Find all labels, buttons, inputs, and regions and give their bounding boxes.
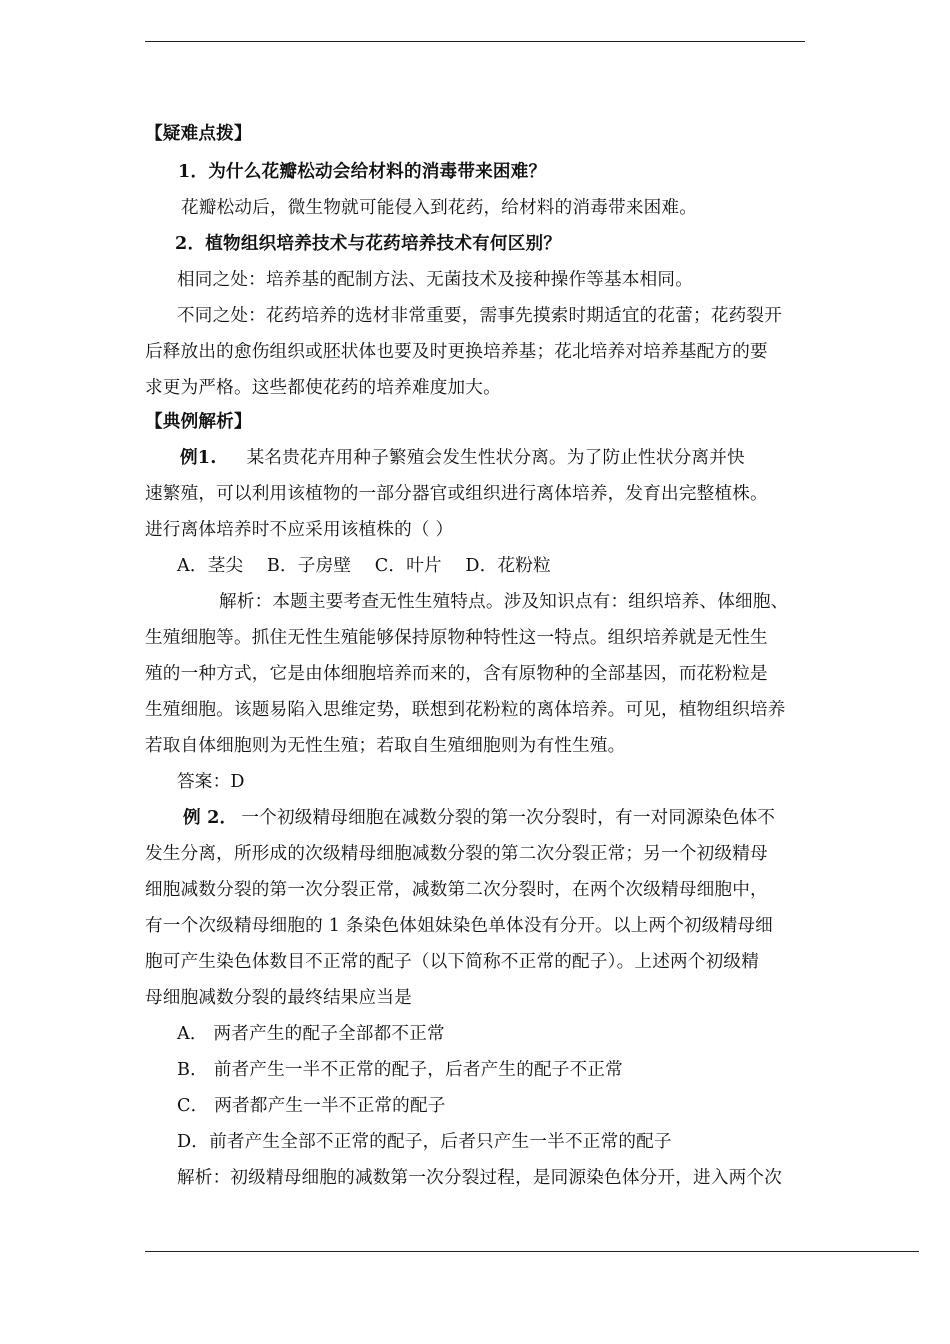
question-1-answer: 花瓣松动后，微生物就可能侵入到花药，给材料的消毒带来困难。: [181, 198, 698, 218]
example-heading: 【典例解析】: [145, 411, 252, 432]
example-2-stem-line-2: 发生分离，所形成的次级精母细胞减数分裂的第二次分裂正常；另一个初级精母: [145, 844, 768, 864]
example-2-option-b: B． 前者产生一半不正常的配子，后者产生的配子不正常: [177, 1060, 623, 1080]
example-1-options: A．茎尖 B．子房壁 C．叶片 D．花粉粒: [177, 556, 551, 576]
example-1-label: 例1.: [180, 447, 217, 468]
example-1-stem-line-1: [180, 446, 745, 470]
example-2-stem-text: 一个初级精母细胞在减数分裂的第一次分裂时，有一对同源染色体不: [241, 808, 776, 828]
question-2-diff-line-1: 不同之处：花药培养的选材非常重要，需事先摸索时期适宜的花蕾；花药裂开: [177, 306, 782, 326]
example-1-analysis-line-3: 殖的一种方式，它是由体细胞培养而来的，含有原物种的全部基因，而花粉粒是: [145, 664, 768, 684]
example-2-stem-line-6: 母细胞减数分裂的最终结果应当是: [145, 988, 412, 1008]
example-2-analysis-line-1: 解析：初级精母细胞的减数第一次分裂过程，是同源染色体分开，进入两个次: [177, 1168, 782, 1188]
example-1-stem-line-2: 速繁殖，可以利用该植物的一部分器官或组织进行离体培养，发育出完整植株。: [145, 484, 768, 504]
question-2-same: 相同之处：培养基的配制方法、无菌技术及接种操作等基本相同。: [177, 270, 694, 290]
example-2-option-c: C． 两者都产生一半不正常的配子: [177, 1096, 446, 1116]
example-2-stem-line-1: [183, 806, 775, 830]
example-1-analysis-line-5: 若取自体细胞则为无性生殖；若取自生殖细胞则为有性生殖。: [145, 736, 626, 756]
example-2-stem-line-4: 有一个次级精母细胞的 1 条染色体姐妹染色单体没有分开。以上两个初级精母细: [145, 916, 773, 936]
example-2-option-d: D．前者产生全部不正常的配子，后者只产生一半不正常的配子: [177, 1132, 672, 1152]
question-2-diff-line-3: 求更为严格。这些都使花药的培养难度加大。: [145, 378, 501, 398]
example-1-answer: 答案：D: [177, 772, 245, 792]
example-2-label: 例 2．: [183, 807, 238, 828]
example-2-option-a: A． 两者产生的配子全部都不正常: [177, 1024, 445, 1044]
example-1-analysis-line-2: 生殖细胞等。抓住无性生殖能够保持原物种特性这一特点。组织培养就是无性生: [145, 628, 768, 648]
example-1-stem-line-3: 进行离体培养时不应采用该植株的（ ）: [145, 520, 454, 540]
example-1-stem-text: 某名贵花卉用种子繁殖会发生性状分离。为了防止性状分离并快: [246, 448, 745, 468]
question-2-title: 2．植物组织培养技术与花药培养技术有何区别？: [175, 233, 562, 254]
example-2-stem-line-3: 细胞减数分裂的第一次分裂正常，减数第二次分裂时，在两个次级精母细胞中，: [145, 880, 768, 900]
example-1-analysis-line-4: 生殖细胞。该题易陷入思维定势，联想到花粉粒的离体培养。可见，植物组织培养: [145, 700, 786, 720]
difficulty-heading: 【疑难点拨】: [145, 123, 252, 144]
footer-rule: [145, 1251, 919, 1252]
header-rule: [145, 41, 805, 42]
example-2-stem-line-5: 胞可产生染色体数目不正常的配子（以下简称不正常的配子）。上述两个初级精: [145, 952, 759, 972]
question-1-title: 1．为什么花瓣松动会给材料的消毒带来困难？: [178, 161, 547, 182]
example-1-analysis-line-1: 解析：本题主要考查无性生殖特点。涉及知识点有：组织培养、体细胞、: [219, 592, 789, 612]
question-2-diff-line-2: 后释放出的愈伤组织或胚状体也要及时更换培养基；花北培养对培养基配方的要: [145, 342, 768, 362]
